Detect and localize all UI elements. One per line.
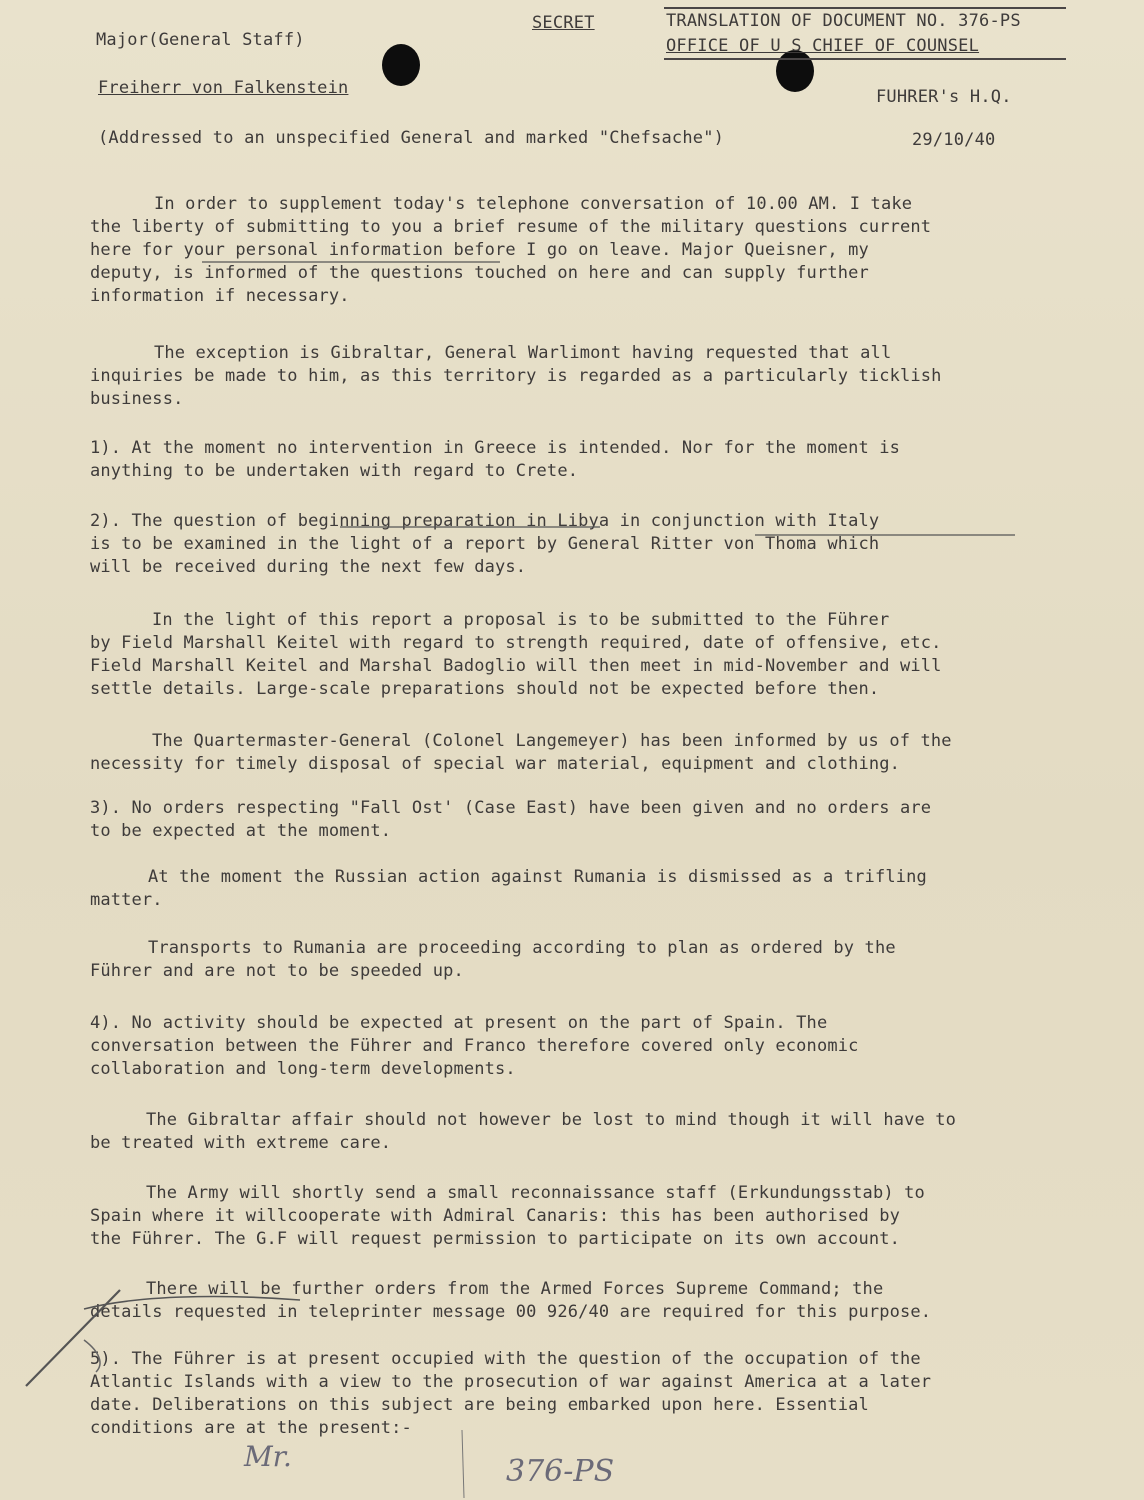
paragraph-point-1: 1). At the moment no intervention in Greece is intended. Nor for the moment is anything to be undertaken with regard to Crete. — [90, 438, 901, 481]
translation-box-bottom-rule — [664, 58, 1066, 60]
translation-line: TRANSLATION OF DOCUMENT NO. 376-PS — [666, 11, 1021, 31]
punch-hole-left — [382, 44, 420, 86]
addressee-note: (Addressed to an unspecified General and marked "Chefsache") — [98, 128, 725, 148]
document-date: 29/10/40 — [912, 130, 996, 150]
paragraph-transports: Transports to Rumania are proceeding according to plan as ordered by the Führer and are not to be speeded up. — [90, 938, 896, 981]
author-rank: Major(General Staff) — [96, 30, 305, 50]
author-name: Freiherr von Falkenstein — [98, 78, 349, 98]
paragraph-gibraltar-exception: The exception is Gibraltar, General Warlimont having requested that all inquiries be made to him, as this territory is regarded as a particularly ticklish business. — [90, 343, 942, 409]
translation-box-top-rule — [664, 7, 1066, 9]
handwritten-document-number: 376-PS — [506, 1454, 615, 1489]
location: FUHRER's H.Q. — [876, 87, 1012, 107]
paragraph-point-5: 5). The Führer is at present occupied with the question of the occupation of the Atlantic Islands with a view to the prosecution of war against America at a later date. Deliberations on this subject are being embarked upon here. Essential conditions are at the present:- — [90, 1349, 932, 1438]
paragraph-gibraltar-affair: The Gibraltar affair should not however be lost to mind though it will have to be treated with extreme care. — [90, 1110, 957, 1153]
paragraph-reconnaissance: The Army will shortly send a small reconnaissance staff (Erkundungsstab) to Spain where it willcooperate with Admiral Canaris: this has been authorised by the Führer. The G.F will request permission to participate on its own account. — [90, 1183, 925, 1249]
paragraph-point-3: 3). No orders respecting "Fall Ost' (Case East) have been given and no orders are to be expected at the moment. — [90, 798, 932, 841]
office-line: OFFICE OF U S CHIEF OF COUNSEL — [666, 36, 980, 56]
paragraph-point-4: 4). No activity should be expected at present on the part of Spain. The conversation between the Führer and Franco therefore covered only economic collaboration and long-term developments. — [90, 1013, 859, 1079]
classification-label: SECRET — [532, 13, 595, 33]
paragraph-quartermaster: The Quartermaster-General (Colonel Langemeyer) has been informed by us of the necessity for timely disposal of special war material, equipment and clothing. — [90, 731, 952, 774]
paragraph-further-orders: There will be further orders from the Armed Forces Supreme Command; the details requested in teleprinter message 00 926/40 are required for this purpose. — [90, 1279, 932, 1322]
paragraph-point-2: 2). The question of beginning preparation in Libya in conjunction with Italy is to be examined in the light of a report by General Ritter von Thoma which will be received during the next few days. — [90, 511, 880, 577]
paragraph-intro: In order to supplement today's telephone conversation of 10.00 AM. I take the liberty of submitting to you a brief resume of the military questions current here for your personal information before I go on leave. Major Queisner, my deputy, is informed of the questions touched on here and can supply further information if necessary. — [90, 194, 932, 306]
handwritten-initials: Mr. — [244, 1440, 292, 1473]
paragraph-libya-proposal: In the light of this report a proposal is to be submitted to the Führer by Field Marshall Keitel with regard to strength required, date of offensive, etc. Field Marshall Keitel and Marshal Badoglio will then meet in mid-November and will settle details. Large-scale preparations should not be expected before then. — [90, 610, 942, 699]
paragraph-rumania-action: At the moment the Russian action against Rumania is dismissed as a trifling matter. — [90, 867, 927, 910]
